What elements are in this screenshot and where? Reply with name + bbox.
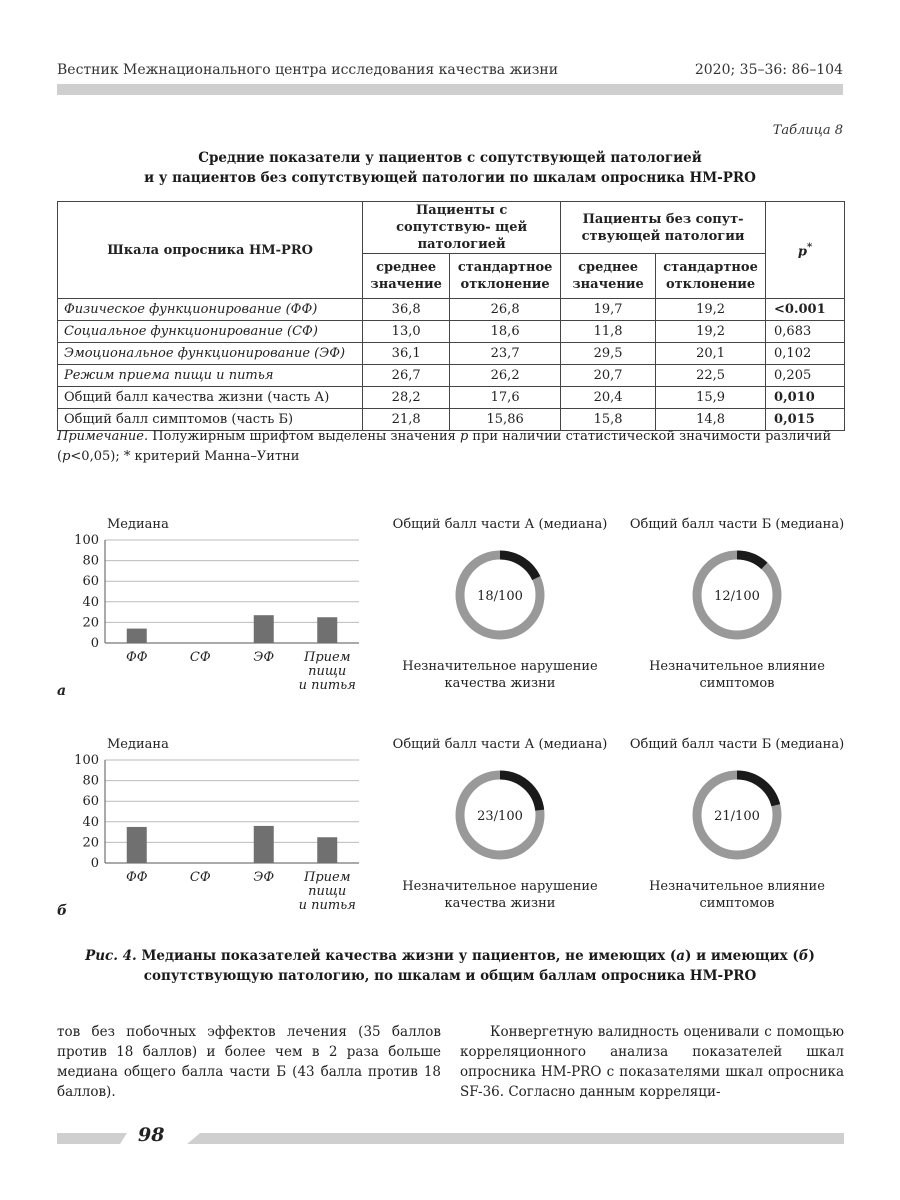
donut-title: Общий балл части А (медиана) xyxy=(392,737,608,752)
x-tick-label: и питья xyxy=(298,678,356,693)
cell-p: 0,683 xyxy=(766,321,845,343)
body-column-left: тов без побочных эффектов лечения (35 баллов против 18 баллов) и более чем в 2 раза больше медиана общего балла части Б (43 балла против 18 баллов). xyxy=(57,1024,441,1100)
donut-center-label: 18/100 xyxy=(477,589,523,604)
donut-subtitle: Незначительное влияние симптомов xyxy=(649,659,825,691)
x-tick-label: Прием xyxy=(303,870,351,885)
cell-sd-2: 20,1 xyxy=(656,343,766,365)
cell-p: 0,102 xyxy=(766,343,845,365)
bar xyxy=(254,826,274,863)
x-tick-label: ФФ xyxy=(125,870,148,885)
y-tick-label: 40 xyxy=(82,594,99,610)
caption-text-3: ) xyxy=(808,948,815,964)
header-group-without: Пациенты без сопут- ствующей патологии xyxy=(561,202,766,254)
note-text-2: при наличии статистической значимости различий ( xyxy=(57,429,832,464)
donut-title: Общий балл части Б (медиана) xyxy=(629,517,845,532)
header-divider xyxy=(57,84,843,95)
cell-sd-1: 26,8 xyxy=(450,299,561,321)
cell-mean-1: 36,8 xyxy=(363,299,450,321)
donut-center-label: 23/100 xyxy=(477,809,523,824)
header-scale: Шкала опросника HM-PRO xyxy=(58,202,363,299)
header-p: p* xyxy=(766,202,845,299)
donut-chart-part-b xyxy=(687,545,787,645)
footer-bar-right xyxy=(187,1133,844,1144)
header-sd-1: стандартное отклонение xyxy=(450,254,561,299)
cell-sd-1: 26,2 xyxy=(450,365,561,387)
y-tick-label: 60 xyxy=(82,794,99,810)
caption-b: б xyxy=(798,948,809,964)
table-title-line1: Средние показатели у пациентов с сопутствующей патологией xyxy=(198,150,702,166)
donut-chart-part-b xyxy=(687,765,787,865)
donut-center-label: 12/100 xyxy=(714,589,760,604)
row-name: Социальное функционирование (СФ) xyxy=(58,321,363,343)
bar xyxy=(127,827,147,863)
bar-chart-a xyxy=(57,514,377,704)
x-tick-label: Прием xyxy=(303,650,351,665)
x-tick-label: ФФ xyxy=(125,650,148,665)
cell-mean-2: 20,4 xyxy=(561,387,656,409)
bar xyxy=(254,615,274,643)
y-tick-label: 100 xyxy=(74,753,99,768)
row-name: Эмоциональное функционирование (ЭФ) xyxy=(58,343,363,365)
header-sd-2: стандартное отклонение xyxy=(656,254,766,299)
note-label: Примечание. xyxy=(57,429,149,444)
donut-chart-part-a xyxy=(450,765,550,865)
caption-a: а xyxy=(676,948,686,964)
cell-sd-2: 19,2 xyxy=(656,299,766,321)
row-name: Режим приема пищи и питья xyxy=(58,365,363,387)
figure-caption xyxy=(57,946,843,986)
cell-mean-1: 28,2 xyxy=(363,387,450,409)
cell-p: 0,205 xyxy=(766,365,845,387)
cell-mean-2: 20,7 xyxy=(561,365,656,387)
x-tick-label: пищи xyxy=(308,664,347,679)
cell-p: 0,010 xyxy=(766,387,845,409)
cell-sd-1: 15,86 xyxy=(450,409,561,431)
cell-mean-2: 11,8 xyxy=(561,321,656,343)
y-tick-label: 40 xyxy=(82,814,99,830)
table-row xyxy=(58,365,845,387)
y-tick-label: 0 xyxy=(90,636,99,651)
body-column-right xyxy=(460,1022,844,1102)
data-table xyxy=(57,201,845,431)
cell-mean-1: 21,8 xyxy=(363,409,450,431)
cell-mean-1: 13,0 xyxy=(363,321,450,343)
donut-title: Общий балл части Б (медиана) xyxy=(629,737,845,752)
table-label: Таблица 8 xyxy=(772,123,843,138)
x-tick-label: СФ xyxy=(189,870,211,885)
donut-subtitle: Незначительное нарушение качества жизни xyxy=(402,659,598,691)
bar xyxy=(127,629,147,643)
donut-title: Общий балл части А (медиана) xyxy=(392,517,608,532)
y-tick-label: 60 xyxy=(82,574,99,590)
cell-mean-2: 29,5 xyxy=(561,343,656,365)
cell-p: 0,015 xyxy=(766,409,845,431)
body-right-text: Конвергетную валидность оценивали с помощью корреляционного анализа показателей шкал опросника HM-PRO с показателями шкал опросника SF-36. Согласно данным корреляци- xyxy=(460,1024,844,1100)
donut-center-label: 21/100 xyxy=(714,809,760,824)
footer-bar-left xyxy=(57,1133,127,1144)
donut-subtitle: Незначительное нарушение качества жизни xyxy=(402,879,598,911)
note-p2: p xyxy=(62,449,71,464)
row-name: Общий балл симптомов (часть Б) xyxy=(58,409,363,431)
cell-sd-1: 23,7 xyxy=(450,343,561,365)
donut-subtitle: Незначительное влияние симптомов xyxy=(649,879,825,911)
cell-mean-2: 19,7 xyxy=(561,299,656,321)
header-mean-2: среднее значение xyxy=(561,254,656,299)
bar-chart-b xyxy=(57,734,377,924)
y-tick-label: 80 xyxy=(82,773,99,789)
note-p: p xyxy=(459,429,469,444)
table-row xyxy=(58,299,845,321)
panel-label: б xyxy=(57,903,68,919)
x-tick-label: пищи xyxy=(308,884,347,899)
note-text-3: <0,05); * критерий Манна–Уитни xyxy=(70,449,300,464)
header-group-with: Пациенты с сопутствую- щей патологией xyxy=(363,202,561,254)
bar xyxy=(317,837,337,863)
table-row xyxy=(58,343,845,365)
issue-info: 2020; 35–36: 86–104 xyxy=(694,62,843,78)
chart-title: Медиана xyxy=(107,517,169,532)
row-name: Физическое функционирование (ФФ) xyxy=(58,299,363,321)
journal-title: Вестник Межнационального центра исследования качества жизни xyxy=(57,62,559,78)
caption-label: Рис. 4. xyxy=(85,948,137,964)
x-tick-label: СФ xyxy=(189,650,211,665)
bar xyxy=(317,617,337,643)
row-name: Общий балл качества жизни (часть А) xyxy=(58,387,363,409)
y-tick-label: 0 xyxy=(90,856,99,871)
table-row xyxy=(58,321,845,343)
cell-sd-1: 18,6 xyxy=(450,321,561,343)
cell-mean-1: 26,7 xyxy=(363,365,450,387)
caption-text-1: Медианы показателей качества жизни у пациентов, не имеющих ( xyxy=(136,948,677,964)
panel-label: а xyxy=(57,683,67,699)
x-tick-label: и питья xyxy=(298,898,356,913)
y-tick-label: 20 xyxy=(82,615,99,631)
cell-p: <0.001 xyxy=(766,299,845,321)
cell-sd-2: 15,9 xyxy=(656,387,766,409)
table-title-line2: и у пациентов без сопутствующей патологии по шкалам опросника HM-PRO xyxy=(144,170,756,186)
cell-sd-2: 14,8 xyxy=(656,409,766,431)
table-note xyxy=(57,427,847,467)
y-tick-label: 100 xyxy=(74,533,99,548)
table-title xyxy=(57,148,843,188)
header-mean-1: среднее значение xyxy=(363,254,450,299)
donut-chart-part-a xyxy=(450,545,550,645)
x-tick-label: ЭФ xyxy=(253,870,275,885)
cell-sd-2: 19,2 xyxy=(656,321,766,343)
x-tick-label: ЭФ xyxy=(253,650,275,665)
page-number: 98 xyxy=(138,1124,165,1146)
cell-mean-2: 15,8 xyxy=(561,409,656,431)
table-row xyxy=(58,387,845,409)
chart-title: Медиана xyxy=(107,737,169,752)
cell-sd-1: 17,6 xyxy=(450,387,561,409)
cell-sd-2: 22,5 xyxy=(656,365,766,387)
y-tick-label: 20 xyxy=(82,835,99,851)
caption-text-2: ) и имеющих ( xyxy=(685,948,799,964)
note-text-1: Полужирным шрифтом выделены значения xyxy=(148,429,460,444)
caption-line2: сопутствующую патологию, по шкалам и общим баллам опросника HM-PRO xyxy=(143,968,757,984)
y-tick-label: 80 xyxy=(82,553,99,569)
cell-mean-1: 36,1 xyxy=(363,343,450,365)
